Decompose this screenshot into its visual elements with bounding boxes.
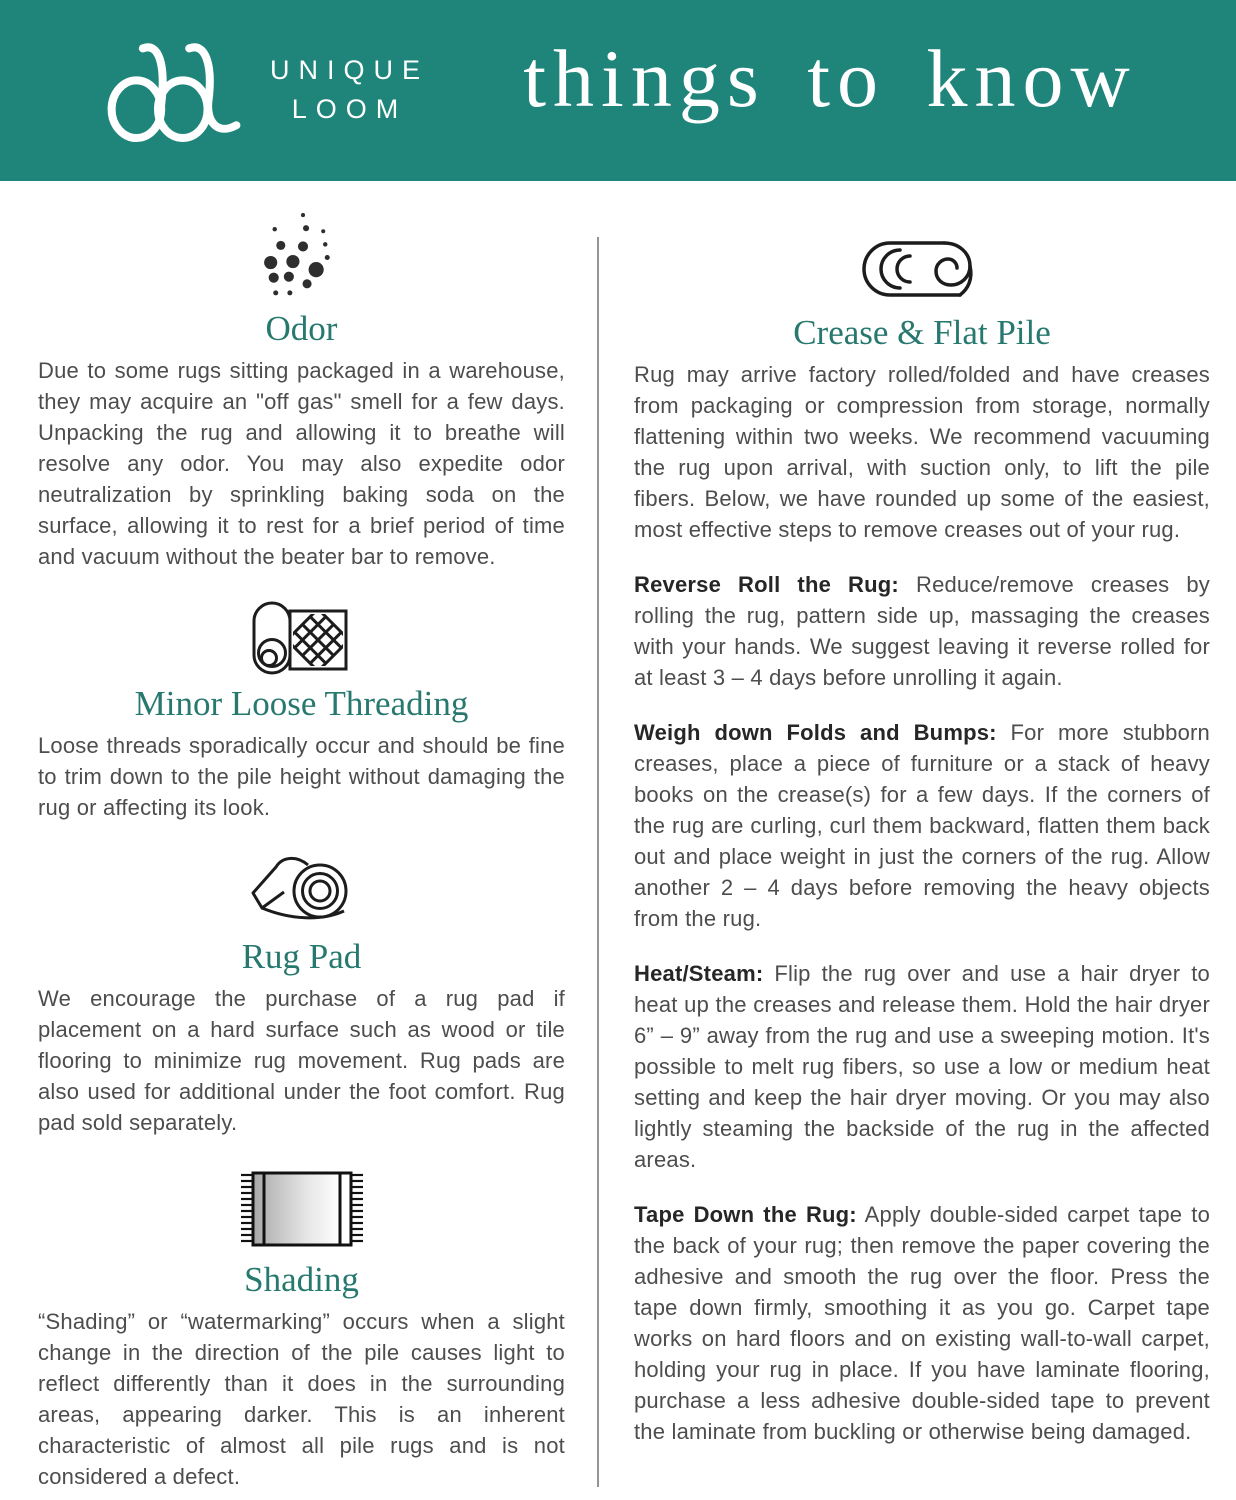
section-title-threading: Minor Loose Threading bbox=[134, 684, 469, 723]
section-body-odor: Due to some rugs sitting packaged in a warehouse, they may acquire an "off gas" smell for a few days. Unpacking the rug and allowing it to breathe will resolve any odor. You may also expedite odor neutralization by sprinkling baking soda on the surface, allowing it to rest for a brief period of time and vacuum without the beater bar to remove. bbox=[38, 358, 565, 569]
section-title-crease: Crease & Flat Pile bbox=[793, 313, 1051, 352]
tip-reverse-roll bbox=[634, 569, 1210, 693]
section-title-shading: Shading bbox=[244, 1260, 359, 1299]
tip-weigh-down-body: For more stubborn creases, place a piece of furniture or a stack of heavy books on the crease(s) for a few days. If the corners of the rug are curling, curl them backward, flatten them back out and place weight in just the corners of the rug. Allow another 2 – 4 days before removing the heavy objects from the rug. bbox=[634, 720, 1210, 931]
rug-pad-roll-icon bbox=[38, 851, 565, 931]
tip-reverse-roll-body: Reduce/remove creases by rolling the rug, pattern side up, massaging the creases with your hands. We suggest leaving it reverse rolled for at least 3 – 4 days before unrolling it again. bbox=[634, 572, 1210, 690]
tip-weigh-down bbox=[634, 717, 1210, 934]
section-body-rug-pad: We encourage the purchase of a rug pad if placement on a hard surface such as wood or tile flooring to minimize rug movement. Rug pads are also used for additional under the foot comfort. Rug pad sold separately. bbox=[38, 986, 565, 1135]
tip-heat-steam-body: Flip the rug over and use a hair dryer to heat up the creases and release them. Hold the hair dryer 6” – 9” away from the rug and use a sweeping motion. It's possible to melt rug fibers, so use a low or medium heat setting and keep the hair dryer moving. Or you may also lightly steaming the backside of the rug in the affected areas. bbox=[634, 961, 1210, 1172]
brand-line2: LOOM bbox=[291, 94, 408, 124]
rolled-rug-spiral-icon bbox=[634, 237, 1210, 301]
section-title-odor: Odor bbox=[265, 309, 338, 348]
tip-reverse-roll-lead: Reverse Roll the Rug: bbox=[634, 572, 899, 597]
page-title: things to know bbox=[523, 33, 1137, 124]
tip-tape-down bbox=[634, 1199, 1210, 1447]
right-column bbox=[634, 195, 1210, 1447]
header-banner bbox=[0, 0, 1236, 181]
brand-lockup bbox=[98, 28, 429, 152]
rolled-rug-threading-icon bbox=[38, 596, 565, 680]
section-title-rug-pad: Rug Pad bbox=[241, 937, 362, 976]
section-body-threading: Loose threads sporadically occur and should be fine to trim down to the pile height without damaging the rug or affecting its look. bbox=[38, 733, 565, 820]
left-column bbox=[38, 195, 565, 1492]
brand-line1: UNIQUE bbox=[270, 54, 430, 85]
tip-tape-down-lead: Tape Down the Rug: bbox=[634, 1202, 857, 1227]
section-body-shading: “Shading” or “watermarking” occurs when a slight change in the direction of the pile causes light to reflect differently than it does in the surrounding areas, appearing darker. This is an inherent characteristic of almost all pile rugs and is not considered a defect. bbox=[38, 1309, 565, 1489]
shaded-rug-icon bbox=[38, 1166, 565, 1252]
tip-heat-steam bbox=[634, 958, 1210, 1175]
crease-intro: Rug may arrive factory rolled/folded and have creases from packaging or compression from storage, normally flattening within two weeks. We recommend vacuuming the rug upon arrival, with suction only, to lift the pile fibers. Below, we have rounded up some of the easiest, most effective steps to remove creases out of your rug. bbox=[634, 362, 1210, 542]
tip-heat-steam-lead: Heat/Steam: bbox=[634, 961, 764, 986]
brand-wordmark bbox=[270, 51, 429, 129]
tip-weigh-down-lead: Weigh down Folds and Bumps: bbox=[634, 720, 997, 745]
odor-dots-icon bbox=[38, 209, 565, 305]
column-divider bbox=[597, 237, 599, 1487]
unique-loom-logo-icon bbox=[98, 31, 250, 149]
tip-tape-down-body: Apply double-sided carpet tape to the back of your rug; then remove the paper covering the adhesive and smooth the rug over the floor. Press the tape down firmly, smoothing it as you go. Carpet tape works on hard floors and on existing wall-to-wall carpet, holding your rug in place. If you have laminate flooring, purchase a less adhesive double-sided tape to prevent the laminate from buckling or otherwise being damaged. bbox=[634, 1202, 1211, 1444]
